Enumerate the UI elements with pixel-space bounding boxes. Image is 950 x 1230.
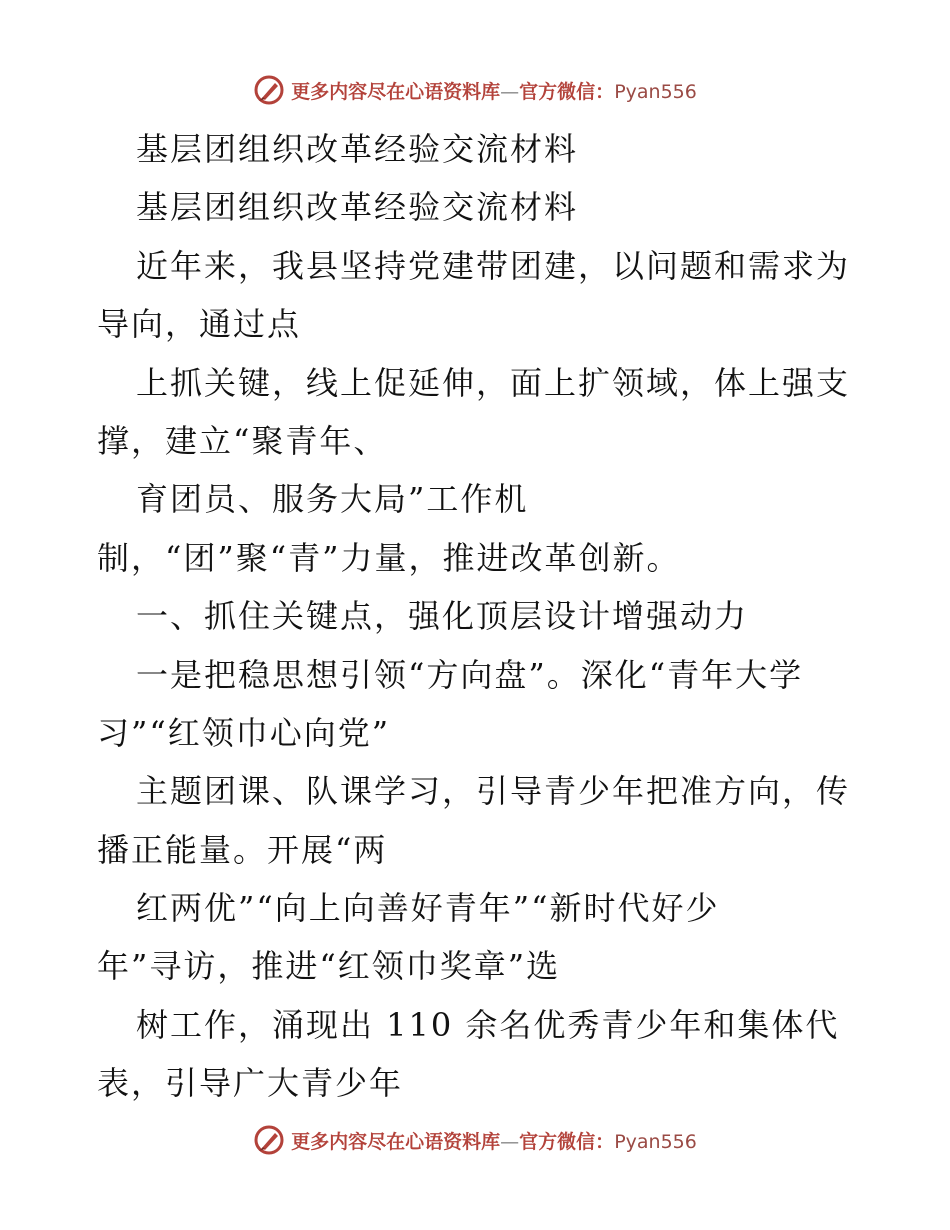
- watermark-wechat-label: 官方微信：: [519, 1130, 615, 1153]
- section-heading: 一、抓住关键点，强化顶层设计增强动力: [136, 597, 749, 636]
- doc-line: 红两优”“向上向善好青年”“新时代好少: [136, 889, 720, 928]
- doc-line: 撑，建立“聚青年、: [97, 421, 388, 460]
- doc-line: 育团员、服务大局”工作机: [136, 480, 529, 519]
- header-watermark-banner: [0, 70, 950, 110]
- document-body: [97, 120, 857, 1113]
- pen-logo-icon: [253, 74, 285, 106]
- doc-line: 表，引导广大青少年: [97, 1064, 404, 1103]
- doc-line: 上抓关键，线上促延伸，面上扩领域，体上强支: [136, 363, 851, 402]
- doc-line: 播正能量。开展“两: [97, 830, 388, 869]
- doc-line: 习”“红领巾心向党”: [97, 713, 391, 752]
- watermark-site-text: 更多内容尽在心语资料库: [291, 80, 501, 103]
- watermark-dash: —: [500, 80, 520, 103]
- doc-line: 年”寻访，推进“红领巾奖章”选: [97, 947, 561, 986]
- watermark-wechat-id: Pyan556: [614, 1130, 697, 1153]
- doc-line: 树工作，涌现出 110 余名优秀青少年和集体代: [136, 1005, 840, 1044]
- doc-line: 近年来，我县坚持党建带团建，以问题和需求为: [136, 246, 851, 285]
- header-watermark-text: [291, 77, 697, 104]
- watermark-site-text: 更多内容尽在心语资料库: [291, 1130, 501, 1153]
- doc-line: 基层团组织改革经验交流材料: [136, 188, 579, 227]
- doc-line: 一是把稳思想引领“方向盘”。深化“青年大学: [136, 655, 804, 694]
- doc-line: 制，“团”聚“青”力量，推进改革创新。: [97, 538, 681, 577]
- footer-watermark-text: [291, 1127, 697, 1154]
- doc-line: 导向，通过点: [97, 305, 302, 344]
- footer-watermark-banner: [0, 1120, 950, 1160]
- watermark-dash: —: [500, 1130, 520, 1153]
- pen-logo-icon: [253, 1124, 285, 1156]
- doc-line: 主题团课、队课学习，引导青少年把准方向，传: [136, 772, 851, 811]
- watermark-wechat-id: Pyan556: [614, 80, 697, 103]
- watermark-wechat-label: 官方微信：: [519, 80, 615, 103]
- doc-line: 基层团组织改革经验交流材料: [136, 130, 579, 168]
